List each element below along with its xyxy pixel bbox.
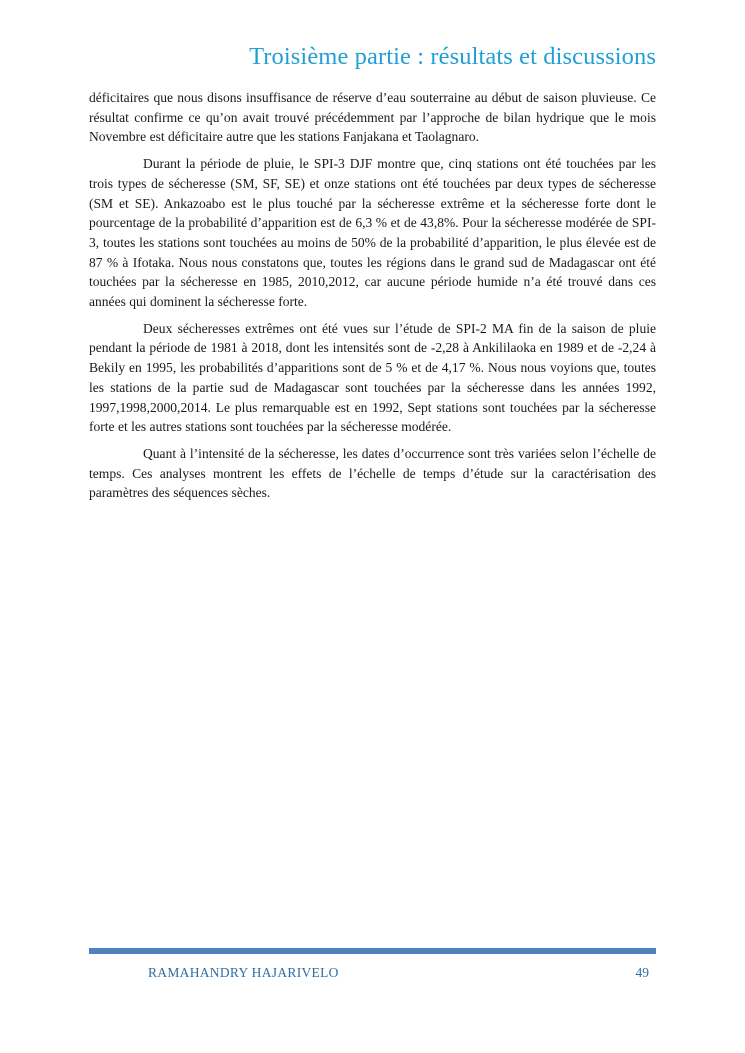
paragraph: Durant la période de pluie, le SPI-3 DJF montre que, cinq stations ont été touchées par les trois types de sécheresse (SM, SF, SE) et onze stations ont été touchées par deux types de sécheresse (SM et SE). Ankazoabo est le plus touché par la sécheresse extrême et la sécheresse forte dont le pourcentage de la probabilité d’apparition est de 6,3 % et de 43,8%. Pour la sécheresse modérée de SPI-3, toutes les stations sont touchées au moins de 50% de la probabilité d’apparition, le plus élevée est de 87 % à Ifotaka. Nous nous constatons que, toutes les régions dans le grand sud de Madagascar ont été touchées par la sécheresse en 1985, 2010,2012, car aucune période humide n’a été trouvé dans ces années qui dominent la sécheresse forte. xyxy=(89,156,656,310)
paragraph: déficitaires que nous disons insuffisance de réserve d’eau souterraine au début de saison pluvieuse. Ce résultat confirme ce qu’on avait trouvé précédemment par l’approche de bilan hydrique que le mois Novembre est déficitaire autre que les stations Fanjakana et Taolagnaro. xyxy=(89,90,656,145)
section-header-title: Troisième partie : résultats et discussions xyxy=(249,43,656,70)
paragraph: Quant à l’intensité de la sécheresse, les dates d’occurrence sont très variées selon l’échelle de temps. Ces analyses montrent les effets de l’échelle de temps d’étude sur la caractérisation des paramètres des séquences sèches. xyxy=(89,445,656,501)
body-text xyxy=(89,88,656,510)
paragraph: Deux sécheresses extrêmes ont été vues sur l’étude de SPI-2 MA fin de la saison de pluie pendant la période de 1981 à 2018, dont les intensités sont de -2,28 à Ankililaoka en 1989 et de -2,24 à Bekily en 1995, les probabilités d’apparitions sont de 5 % et de 4,17 %. Nous nous voyions que, toutes les stations de la partie sud de Madagascar sont touchées par la sécheresse dans les années 1992, 1997,1998,2000,2014. Le plus remarquable est en 1992, Sept stations sont touchées par la sécheresse forte et les autres stations sont touchées par la sécheresse modérée. xyxy=(89,320,656,435)
page-number: 49 xyxy=(635,965,649,980)
footer-divider xyxy=(89,948,656,954)
footer-author: RAMAHANDRY HAJARIVELO xyxy=(148,965,339,980)
